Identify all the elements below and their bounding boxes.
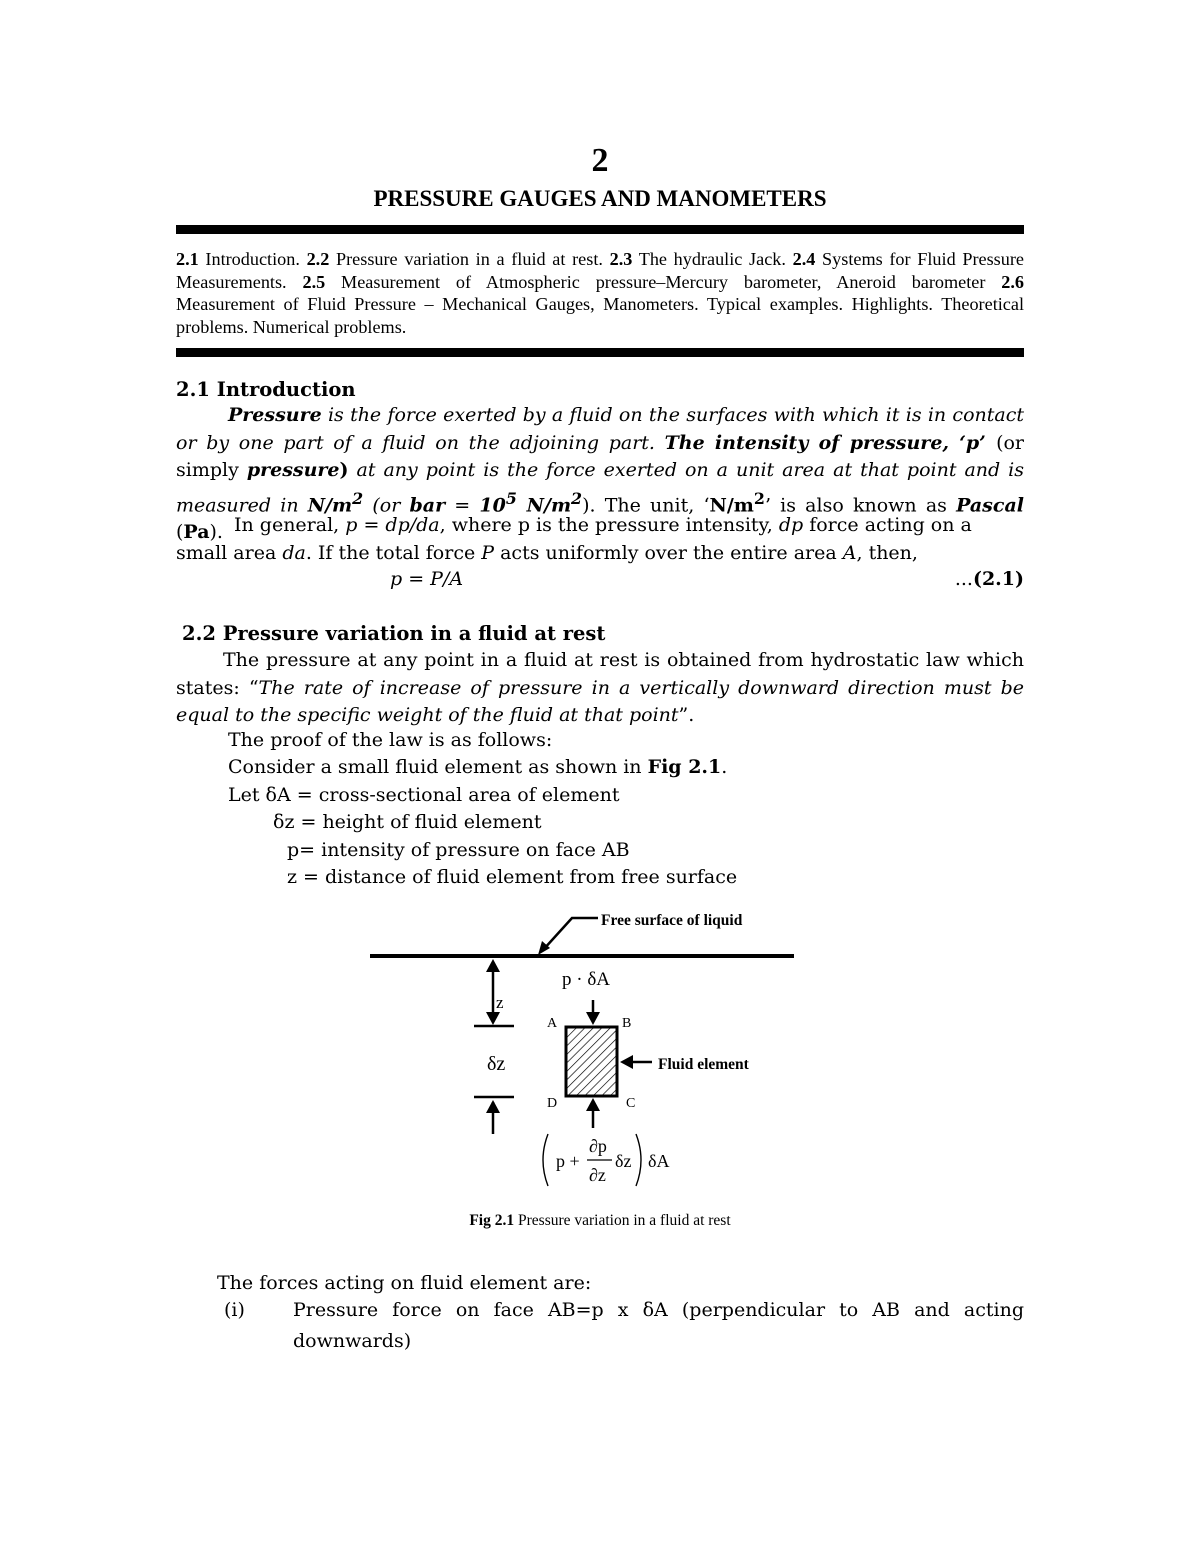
consider-fig-ref: Fig 2.1 bbox=[647, 756, 722, 778]
toc-num-1: 2.1 bbox=[176, 249, 199, 269]
free-surface-label: Free surface of liquid bbox=[601, 912, 743, 929]
term-pascal: Pascal bbox=[956, 493, 1024, 516]
general-text-1: In general, bbox=[234, 514, 346, 536]
forces-item-1-text: Pressure force on face AB=p x δA (perpendicular to AB and acting bbox=[293, 1299, 1024, 1321]
var-dpda: dp/da bbox=[385, 514, 440, 536]
toc-text-3: The hydraulic Jack. bbox=[632, 249, 793, 269]
top-force-arrow bbox=[586, 1000, 600, 1025]
figure-caption bbox=[0, 1212, 1200, 1230]
intro-text-7: ( bbox=[176, 521, 184, 544]
definition-p: p= intensity of pressure on face AB bbox=[287, 839, 630, 861]
forces-item-1-continuation: downwards) bbox=[293, 1330, 412, 1352]
intro-paren: ) bbox=[339, 459, 349, 481]
bottom-force-delta-a: δA bbox=[648, 1151, 670, 1171]
unit-nm2-sup: 2 bbox=[352, 488, 364, 508]
z-dimension-arrow bbox=[486, 959, 500, 1025]
term-pressure: Pressure bbox=[228, 404, 322, 426]
var-P: P bbox=[481, 541, 495, 564]
bottom-force-arrow bbox=[586, 1098, 600, 1128]
forces-item-1-number: (i) bbox=[224, 1299, 245, 1321]
hydrostatic-text-1: The pressure at any point in a fluid at rest is obtained from hydrostatic law which states: “ bbox=[176, 649, 1024, 699]
hydrostatic-text-2: ”. bbox=[678, 704, 695, 726]
delta-z-arrow bbox=[486, 1100, 500, 1134]
hydrostatic-law-quote: The rate of increase of pressure in a vertically downward direction must be equal to the specific weight of the fluid at that point bbox=[176, 676, 1024, 726]
toc-text-4: Systems for Fluid Pressure Measurements. bbox=[176, 249, 1024, 292]
var-dp: dp bbox=[778, 514, 804, 536]
unit-nm2-b-sup: 2 bbox=[571, 488, 583, 508]
intro-text-1: is the force exerted by a fluid on the surfaces with which it is in contact or by one part of a fluid on the adjoining part. bbox=[176, 404, 1024, 454]
intro-text-6: ’ is also known as bbox=[764, 493, 957, 516]
equation-2-1: p = P/A bbox=[390, 568, 464, 590]
forces-intro: The forces acting on fluid element are: bbox=[217, 1272, 592, 1294]
toc-num-6: 2.6 bbox=[1001, 271, 1024, 292]
section-heading-pressure-variation: 2.2 Pressure variation in a fluid at rest bbox=[182, 622, 606, 645]
intro-close: ). bbox=[582, 493, 596, 516]
bottom-force-delta-z: δz bbox=[615, 1151, 632, 1171]
var-A: A bbox=[842, 541, 857, 564]
unit-ten-sup: 5 bbox=[505, 488, 517, 508]
equation-dots: ... bbox=[954, 568, 973, 590]
definition-z: z = distance of fluid element from free surface bbox=[287, 866, 738, 888]
delta-z-label: δz bbox=[487, 1053, 506, 1075]
free-surface-leader-arrow bbox=[538, 918, 598, 955]
toc-text-5: Measurement of Atmospheric pressure–Mercury barometer, Aneroid barometer bbox=[325, 271, 1002, 292]
consider-period: . bbox=[721, 756, 728, 778]
toc-text-1: Introduction. bbox=[198, 249, 307, 269]
toc-text-2: Pressure variation in a fluid at rest. bbox=[329, 249, 610, 269]
unit-pa: Pa bbox=[183, 521, 210, 544]
general-text-4: . If the total force bbox=[305, 541, 482, 564]
right-paren bbox=[636, 1134, 641, 1186]
equation-label: (2.1) bbox=[972, 568, 1024, 590]
unit-nm2-b: N/m bbox=[516, 493, 572, 516]
bottom-force-numerator: ∂p bbox=[589, 1136, 607, 1156]
toc-num-5: 2.5 bbox=[302, 271, 326, 292]
fluid-element-arrow bbox=[620, 1055, 652, 1069]
var-da: da bbox=[282, 541, 306, 564]
corner-d-label: D bbox=[547, 1096, 558, 1111]
top-force-label: p · δA bbox=[562, 969, 611, 990]
corner-a-label: A bbox=[547, 1016, 558, 1031]
var-p: p bbox=[345, 514, 358, 536]
caption-text: Pressure variation in a fluid at rest bbox=[514, 1212, 731, 1229]
proof-line: The proof of the law is as follows: bbox=[228, 729, 553, 751]
general-eq: = bbox=[357, 514, 386, 536]
general-text-3: force acting on a small area bbox=[176, 514, 972, 564]
unit-nm2: N/m bbox=[307, 493, 353, 516]
definition-delta-a: Let δA = cross-sectional area of element bbox=[228, 784, 620, 806]
intro-text-2: (or simply bbox=[176, 431, 1024, 481]
toc-num-2: 2.2 bbox=[306, 249, 330, 269]
unit-bar: bar bbox=[409, 493, 446, 516]
consider-text: Consider a small fluid element as shown in bbox=[228, 756, 648, 778]
toc-num-3: 2.3 bbox=[609, 249, 633, 269]
corner-b-label: B bbox=[622, 1016, 632, 1031]
chapter-title: PRESSURE GAUGES AND MANOMETERS bbox=[373, 186, 827, 211]
definition-delta-z: δz = height of fluid element bbox=[273, 811, 542, 833]
general-text-2: , where p is the pressure intensity, bbox=[439, 514, 779, 536]
fluid-element-block bbox=[566, 1027, 617, 1096]
caption-figure-number: Fig 2.1 bbox=[469, 1212, 515, 1229]
term-pressure-2: pressure bbox=[246, 459, 340, 481]
intro-text-3: at any point is the force exerted on a unit area at that point and is measured in bbox=[176, 459, 1024, 516]
unit-nm2-c: N/m bbox=[709, 493, 754, 516]
intro-text-4: (or bbox=[363, 493, 410, 516]
chapter-number: 2 bbox=[591, 142, 609, 179]
left-paren bbox=[543, 1134, 548, 1186]
intro-eq: = bbox=[445, 493, 480, 516]
intro-text-8: ). bbox=[209, 521, 223, 544]
z-label: z bbox=[496, 993, 504, 1012]
unit-nm2-c-sup: 2 bbox=[753, 488, 765, 508]
intro-text-5: The unit, ‘ bbox=[595, 493, 710, 516]
general-text-6: , then, bbox=[856, 541, 918, 564]
term-intensity: The intensity of pressure, ‘p’ bbox=[664, 431, 997, 454]
toc-text-6: Measurement of Fluid Pressure – Mechanical Gauges, Manometers. Typical examples. Highlights. Theoretical problems. Numerical problems. bbox=[176, 294, 1024, 337]
fluid-element-label: Fluid element bbox=[658, 1056, 749, 1073]
corner-c-label: C bbox=[626, 1096, 636, 1111]
section-heading-introduction: 2.1 Introduction bbox=[176, 378, 356, 401]
bottom-force-p-plus: p + bbox=[556, 1151, 580, 1171]
toc-num-4: 2.4 bbox=[792, 249, 816, 269]
unit-ten: 10 bbox=[479, 493, 506, 516]
general-text-5: acts uniformly over the entire area bbox=[494, 541, 843, 564]
bottom-force-denominator: ∂z bbox=[589, 1165, 606, 1185]
